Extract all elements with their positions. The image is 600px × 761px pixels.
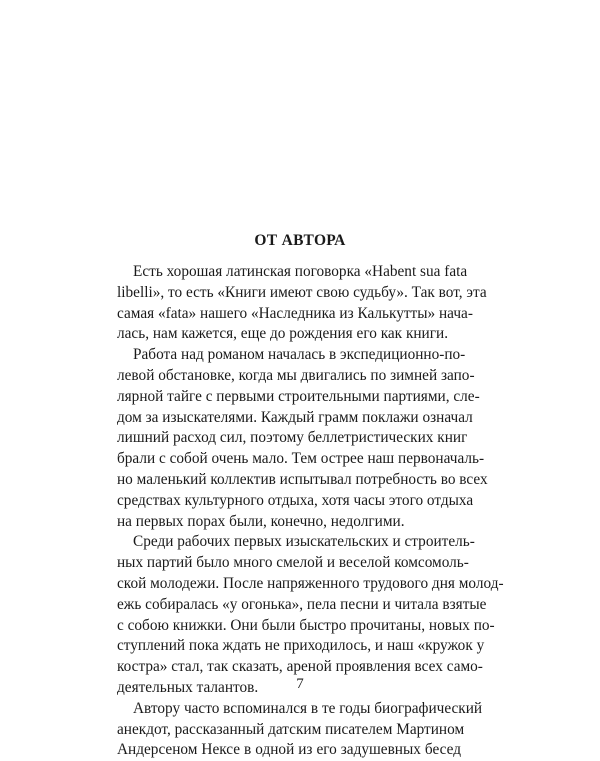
text-line: брали с собой очень мало. Тем острее наш первоначаль- [117, 450, 485, 468]
text-line: лась, нам кажется, еще до рождения его как книги. [117, 325, 449, 343]
text-line: с собою книжки. Они были быстро прочитаны, новых по- [117, 616, 495, 634]
text-line: Андерсеном Нексе в одной из его задушевных бесед [117, 741, 461, 759]
text-line: ных партий было много смелой и веселой комсомоль- [117, 554, 469, 572]
text-line: лишний расход сил, поэтому беллетристических книг [117, 429, 468, 447]
text-line: самая «fata» нашего «Наследника из Калькутты» нача- [117, 304, 473, 322]
text-line: Есть хорошая латинская поговорка «Habent sua fata [133, 263, 468, 280]
text-line: libelli», то есть «Книги имеют свою судьбу». Так вот, эта [117, 283, 487, 301]
text-line: но маленький коллектив испытывал потребность во всех [117, 470, 488, 488]
page-number: 7 [296, 676, 304, 692]
text-line: лярной тайге с первыми строительными партиями, сле- [117, 387, 480, 405]
text-line: на первых порах были, конечно, недолгими. [117, 512, 405, 530]
chapter-heading: ОТ АВТОРА [254, 232, 346, 249]
text-line: дом за изыскателями. Каждый грамм поклажи означал [117, 408, 473, 426]
text-line: средствах культурного отдыха, хотя часы этого отдыха [117, 491, 474, 509]
text-line: ежь собиралась «у огонька», пела песни и читала взятые [117, 595, 487, 613]
text-line: ской молодежи. После напряженного трудового дня молод- [117, 574, 504, 592]
text-line: Автору часто вспоминался в те годы биографический [133, 699, 483, 717]
text-line: Работа над романом началась в экспедиционно-по- [133, 346, 466, 364]
text-line: ступлений пока ждать не приходилось, и наш «кружок у [117, 637, 485, 655]
text-line: костра» стал, так сказать, ареной проявления всех само- [117, 658, 483, 676]
text-line: левой обстановке, когда мы двигались по зимней запо- [117, 366, 475, 384]
text-line: анекдот, рассказанный датским писателем Мартином [117, 720, 465, 738]
text-line: Среди рабочих первых изыскательских и строитель- [133, 533, 475, 551]
text-line: деятельных талантов. [117, 678, 259, 696]
